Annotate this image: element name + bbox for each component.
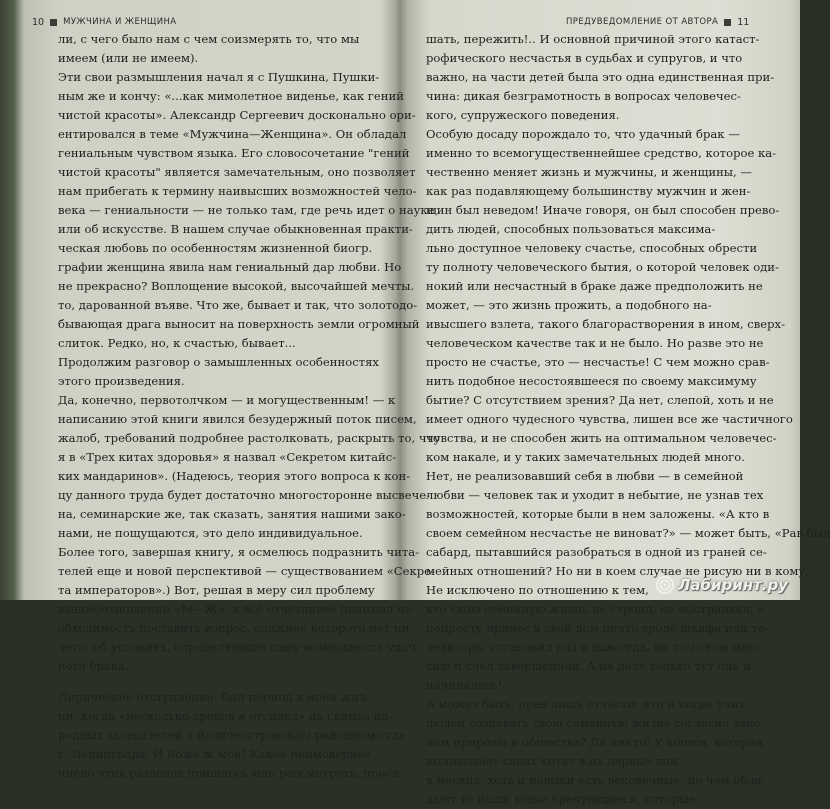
text-line: этого произведения.: [58, 374, 185, 388]
text-line: я в «Трех китах здоровья» я назвал «Секретом китайс-: [58, 450, 397, 464]
text-line: гениальным чувством языка. Его словосочетание "гений: [58, 146, 410, 160]
text-line: ческая любовь по особенностям жизненной биогр.: [58, 241, 373, 255]
text-line: века — гениальности — не только там, где речь идет о науке: [58, 203, 435, 217]
text-line: взаимоотношений «М—Ж», я всё отчетливее понимал не-: [58, 602, 416, 616]
text-line: попросту принес в свой дом нечто вроде шкафа или те-: [426, 621, 769, 635]
text-line: кто свою семейную жизнь не строил, не выстраивал, а: [426, 602, 764, 616]
text-line: слиток. Редко, но, к счастью, бывает...: [58, 336, 296, 350]
text-line: левизора, установил раз и навсегда, на том свою мис-: [426, 640, 760, 654]
right-running-head: [566, 14, 749, 30]
text-line: кого, супружеского поведения.: [426, 108, 620, 122]
text-line: важно, на части детей была это одна единственная при-: [426, 70, 775, 84]
text-line: та императоров».) Вот, решая в меру сил проблему: [58, 583, 375, 597]
text-line: Нет, не реализовавший себя в любви — в семейной: [426, 469, 744, 483]
text-line: рофического несчастья в судьбах и супругов, и что: [426, 51, 743, 65]
text-line: щин был неведом! Иначе говоря, он был способен прево-: [426, 203, 780, 217]
text-line: ту полноту человеческого бытия, о которой человек оди-: [426, 260, 779, 274]
right-page-number: 11: [737, 16, 750, 28]
text-line: человеческом качестве так и не было. Но разве это не: [426, 336, 764, 350]
text-line: нами, не пощущаются, это дело индивидуальное.: [58, 526, 363, 540]
text-line: своем семейном несчастье не виноват?» — может быть, «Рав был: [426, 526, 830, 540]
text-line: родных заседателей в Василеостровском районном суде: [58, 728, 407, 742]
labyrinth-logo-icon: [656, 576, 674, 594]
text-line: нам природы и общества? Да никто! У кошки, которая: [426, 735, 764, 749]
text-line: ентировался в теме «Мужчина—Женщина». Он обладал: [58, 127, 407, 141]
text-line: бытие? С отсутствием зрения? Да нет, слепой, хоть и не: [426, 393, 774, 407]
text-line: ного брака.: [58, 659, 129, 673]
text-line: возможностей, которые были в нем заложены. «А кто в: [426, 507, 770, 521]
left-page: [18, 0, 440, 780]
text-line: написанию этой книги явился безудержный поток писем,: [58, 412, 417, 426]
text-line: сию и счел завершенной. А на деле только тут она и: [426, 659, 751, 673]
right-page: [408, 0, 830, 806]
text-line: телей еще и новой перспективой — существованием «Секре-: [58, 564, 435, 578]
square-bullet-icon: [724, 19, 731, 26]
text-line: просто не счастье, это — несчастье! С чем можно срав-: [426, 355, 770, 369]
watermark-logo: [656, 576, 788, 594]
text-line: жалоб, требований подробнее растолковать, раскрыть то, что: [58, 431, 440, 445]
text-line: как раз подавляющему большинству мужчин и жен-: [426, 184, 751, 198]
text-line: А может быть, прав лишь отчасти: кто и когда учит: [426, 697, 746, 711]
text-line: мейных отношений? Но ни в коем случае не рисую ни в кому,: [426, 564, 809, 578]
text-line: ни, когда «несколько сроков я отсидел» на скамье на-: [58, 709, 393, 723]
text-line: чественно меняет жизнь и мужчины, и женщины, —: [426, 165, 752, 179]
text-line: Не исключено по отношению к тем,: [426, 583, 649, 597]
text-line: дить людей, способных пользоваться максима-: [426, 222, 716, 236]
text-line: ких мандаринов». (Надеюсь, теория этого вопроса к кон-: [58, 469, 411, 483]
text-line: [58, 676, 390, 688]
text-line: нокий или несчастный в браке даже предположить не: [426, 279, 763, 293]
text-line: людей создавать свою семейную жизнь согласно зако-: [426, 716, 765, 730]
text-line: бывающая драга выносит на поверхность земли огромный: [58, 317, 420, 331]
text-line: сабард, пытавшийся разобраться в одной из граней се-: [426, 545, 767, 559]
text-line: ком накале, и у таких замечательных людей много.: [426, 450, 745, 464]
right-running-title: ПРЕДУВЕДОМЛЕНИЕ ОТ АВТОРА: [566, 17, 719, 27]
right-text-block: [426, 30, 830, 809]
text-line: чина: дикая безграмотность в вопросах человечес-: [426, 89, 741, 103]
text-line: число этих разводов пришлось мне рассмотреть, просл-: [58, 766, 404, 780]
text-line: в месяца, хоть и навыки есть вековечные, но чем обла-: [426, 773, 766, 787]
text-line: Эти свои размышления начал я с Пушкина, Пушки-: [58, 70, 380, 84]
text-line: нам прибегать к термину наивысших возможностей чело-: [58, 184, 417, 198]
left-text-block: [58, 30, 440, 783]
text-line: дают те наши юные брачующиеся, которые...: [426, 792, 707, 806]
text-line: начиналась!..: [426, 678, 510, 692]
text-line: чувства, и не способен жить на оптимальном человечес-: [426, 431, 777, 445]
text-line: г. Ленинграда. И Боже ж мой! Какое неимоверное: [58, 747, 372, 761]
text-line: вылизывает своих котят в их первые дни: [426, 754, 678, 768]
left-page-number: 10: [32, 16, 45, 28]
text-line: Да, конечно, первотолчком — и могущественным! — к: [58, 393, 396, 407]
text-line: Лирическое отступление: был период в моей жиз-: [58, 690, 370, 704]
left-running-head: [32, 14, 177, 30]
text-line: чистой красоты». Александр Сергеевич досконально ори-: [58, 108, 416, 122]
text-line: любви — человек так и уходит в небытие, не узнав тех: [426, 488, 764, 502]
text-line: Продолжим разговор о замышленных особенностях: [58, 355, 379, 369]
text-line: шать, пережить!.. И основной причиной этого катаст-: [426, 32, 760, 46]
text-line: то, дарованной въяве. Что же, бывает и так, что золотодо-: [58, 298, 418, 312]
text-line: имеет одного чудесного чувства, лишен все же частичного: [426, 412, 793, 426]
text-line: или об искусстве. В нашем случае обыкновенная практи-: [58, 222, 413, 236]
text-line: Особую досаду порождало то, что удачный брак —: [426, 127, 740, 141]
text-line: цу данного труда будет достаточно многосторонне высвече-: [58, 488, 431, 502]
text-line: обходимость поставить вопрос, сложнее которого нет ни-: [58, 621, 414, 635]
text-line: льно доступное человеку счастье, способных обрести: [426, 241, 758, 255]
text-line: нить подобное несостоявшееся по своему максимуму: [426, 374, 757, 388]
text-line: имеем (или не имеем).: [58, 51, 199, 65]
text-line: ивысшего взлета, такого благорастворения в ином, сверх-: [426, 317, 786, 331]
text-line: именно то всемогущественнейшее средство, которое ка-: [426, 146, 777, 160]
text-line: на, семинарские же, так сказать, занятия нашими зако-: [58, 507, 406, 521]
text-line: графии женщина явила нам гениальный дар любви. Но: [58, 260, 402, 274]
text-line: может, — это жизнь прожить, а подобного на-: [426, 298, 712, 312]
square-bullet-icon: [50, 19, 57, 26]
text-line: ли, с чего было нам с чем соизмерять то, что мы: [58, 32, 360, 46]
text-line: Более того, завершая книгу, я осмелюсь подразнить чита-: [58, 545, 420, 559]
text-line: не прекрасно? Воплощение высокой, высочайшей мечты.: [58, 279, 415, 293]
watermark-text: Лабиринт.ру: [677, 576, 788, 594]
text-line: чистой красоты" является замечательным, оно позволяет: [58, 165, 416, 179]
left-running-title: МУЖЧИНА И ЖЕНЩИНА: [63, 17, 177, 27]
text-line: чего: об условиях, определяющих саму возможность удач-: [58, 640, 420, 654]
text-line: ным же и кончу: «...как мимолетное виденье, как гений: [58, 89, 404, 103]
